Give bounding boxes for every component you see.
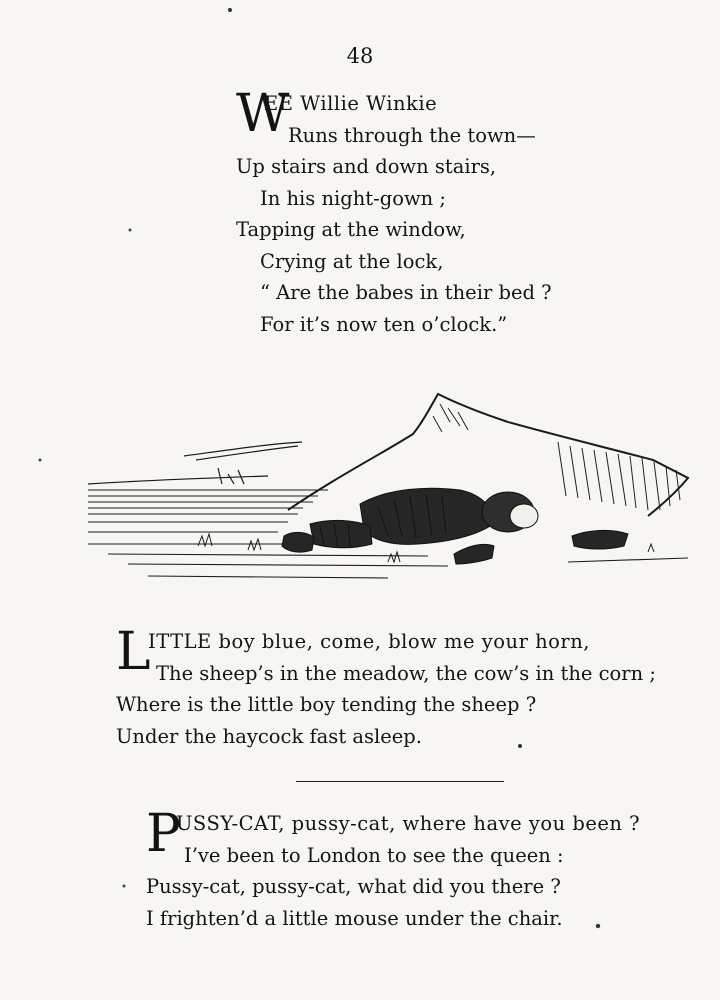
poem-line: The sheep’s in the meadow, the cow’s in the corn ; [156, 661, 656, 685]
poem-line: Tapping at the window, [236, 218, 466, 241]
poem-line: “ Are the babes in their bed ? [260, 281, 552, 304]
poem-line: Under the haycock fast asleep. [116, 724, 422, 748]
poem-line: USSY-CAT, pussy-cat, where have you been ? [176, 812, 641, 835]
page-number: 48 [346, 44, 374, 68]
drop-cap: L [116, 622, 151, 682]
drop-cap: P [146, 804, 181, 864]
poem-line: I’ve been to London to see the queen : [184, 843, 564, 867]
poem-line: I frighten’d a little mouse under the chair. [146, 906, 563, 930]
poem-line: Where is the little boy tending the sheep ? [116, 693, 537, 716]
poem-line: ITTLE boy blue, come, blow me your horn, [148, 630, 590, 653]
poem-line: Crying at the lock, [260, 249, 444, 273]
poem-line: For it’s now ten o’clock.” [260, 312, 508, 336]
poem-line: Pussy-cat, pussy-cat, what did you there ? [146, 875, 561, 898]
poem-line: Runs through the town— [288, 123, 536, 147]
poem-line: Up stairs and down stairs, [236, 155, 497, 178]
poem-line: In his night-gown ; [260, 186, 446, 210]
drop-cap: W [236, 84, 290, 144]
poem-line: EE Willie Winkie [264, 92, 438, 115]
